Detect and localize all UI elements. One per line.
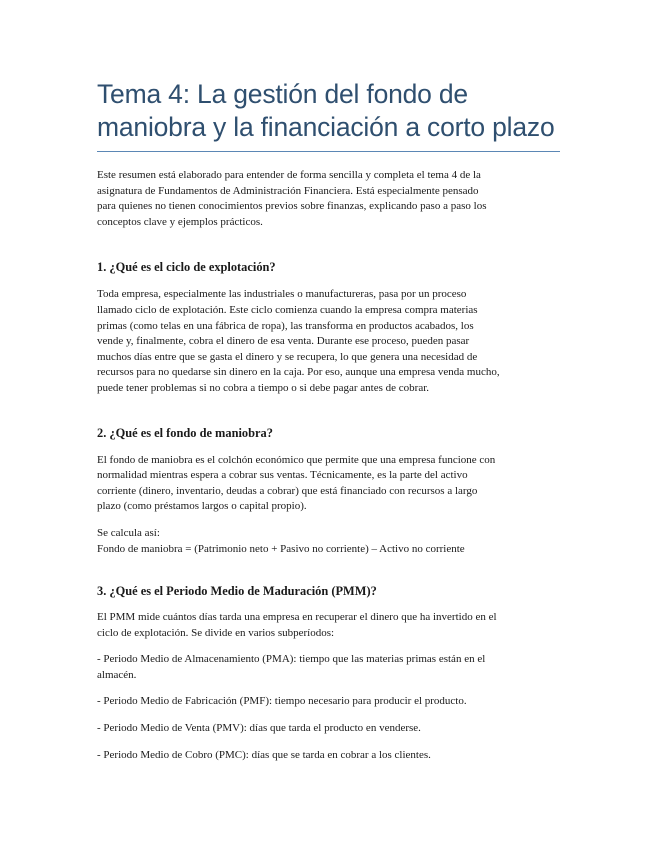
- formula-block: [97, 526, 560, 557]
- list-item-pma: [97, 652, 560, 683]
- list-item-line: - Periodo Medio de Cobro (PMC): días que se tarda en cobrar a los clientes.: [97, 748, 431, 761]
- calc-label: Se calcula así:: [97, 526, 160, 539]
- list-item-line: - Periodo Medio de Almacenamiento (PMA): tiempo que las materias primas están en el: [97, 653, 486, 666]
- paragraph-line: muchos días entre que se gasta el dinero y se recupera, lo que genera una necesidad de: [97, 350, 478, 363]
- list-item-pmc: [97, 748, 560, 764]
- paragraph-line: ciclo de explotación. Se divide en varios subperíodos:: [97, 626, 335, 639]
- paragraph-line: puede tener problemas si no cobra a tiempo o si debe pagar antes de cobrar.: [97, 381, 430, 394]
- section-3-paragraph: [97, 610, 560, 641]
- section-2-heading: 2. ¿Qué es el fondo de maniobra?: [97, 425, 273, 440]
- intro-line: asignatura de Fundamentos de Administración Financiera. Está especialmente pensado: [97, 184, 479, 197]
- title-line-1: Tema 4: La gestión del fondo de: [97, 79, 468, 109]
- paragraph-line: plazo (como préstamos largos o capital propio).: [97, 500, 307, 513]
- paragraph-line: vende y, finalmente, cobra el dinero de esa venta. Durante ese proceso, pueden pasar: [97, 335, 470, 348]
- intro-line: para quienes no tienen conocimientos previos sobre finanzas, explicando paso a paso los: [97, 200, 487, 213]
- paragraph-line: recursos para no quedarse sin dinero en la caja. Por eso, aunque una empresa venda mucho,: [97, 366, 500, 379]
- paragraph-line: llamado ciclo de explotación. Este ciclo comienza cuando la empresa compra materias: [97, 303, 478, 316]
- paragraph-line: corriente (dinero, inventario, deudas a cobrar) que está financiado con recursos a largo: [97, 484, 478, 497]
- intro-line: Este resumen está elaborado para entender de forma sencilla y completa el tema 4 de la: [97, 169, 481, 181]
- section-2-paragraph: [97, 453, 560, 515]
- document-page: [97, 78, 560, 763]
- title-line-2: maniobra y la financiación a corto plazo: [97, 112, 555, 142]
- list-item-line: almacén.: [97, 668, 137, 681]
- section-1-heading: 1. ¿Qué es el ciclo de explotación?: [97, 260, 276, 275]
- intro-paragraph: [97, 168, 560, 230]
- paragraph-line: El fondo de maniobra es el colchón económico que permite que una empresa funcione con: [97, 453, 496, 466]
- list-item-line: - Periodo Medio de Venta (PMV): días que tarda el producto en venderse.: [97, 722, 421, 735]
- section-1-paragraph: [97, 287, 560, 396]
- intro-line: conceptos clave y ejemplos prácticos.: [97, 215, 263, 228]
- document-title: [97, 78, 560, 144]
- fondo-maniobra-formula: Fondo de maniobra = (Patrimonio neto + Pasivo no corriente) – Activo no corriente: [97, 542, 465, 555]
- list-item-line: - Periodo Medio de Fabricación (PMF): tiempo necesario para producir el producto.: [97, 695, 467, 708]
- paragraph-line: Toda empresa, especialmente las industriales o manufactureras, pasa por un proceso: [97, 288, 467, 301]
- section-3-heading: 3. ¿Qué es el Periodo Medio de Maduración (PMM)?: [97, 584, 377, 599]
- list-item-pmv: [97, 721, 560, 737]
- list-item-pmf: [97, 694, 560, 710]
- paragraph-line: normalidad mientras espera a cobrar sus ventas. Técnicamente, es la parte del activo: [97, 469, 468, 482]
- title-underline-rule: [97, 151, 560, 152]
- paragraph-line: El PMM mide cuántos días tarda una empresa en recuperar el dinero que ha invertido en el: [97, 611, 497, 624]
- paragraph-line: primas (como telas en una fábrica de ropa), las transforma en productos acabados, los: [97, 319, 474, 332]
